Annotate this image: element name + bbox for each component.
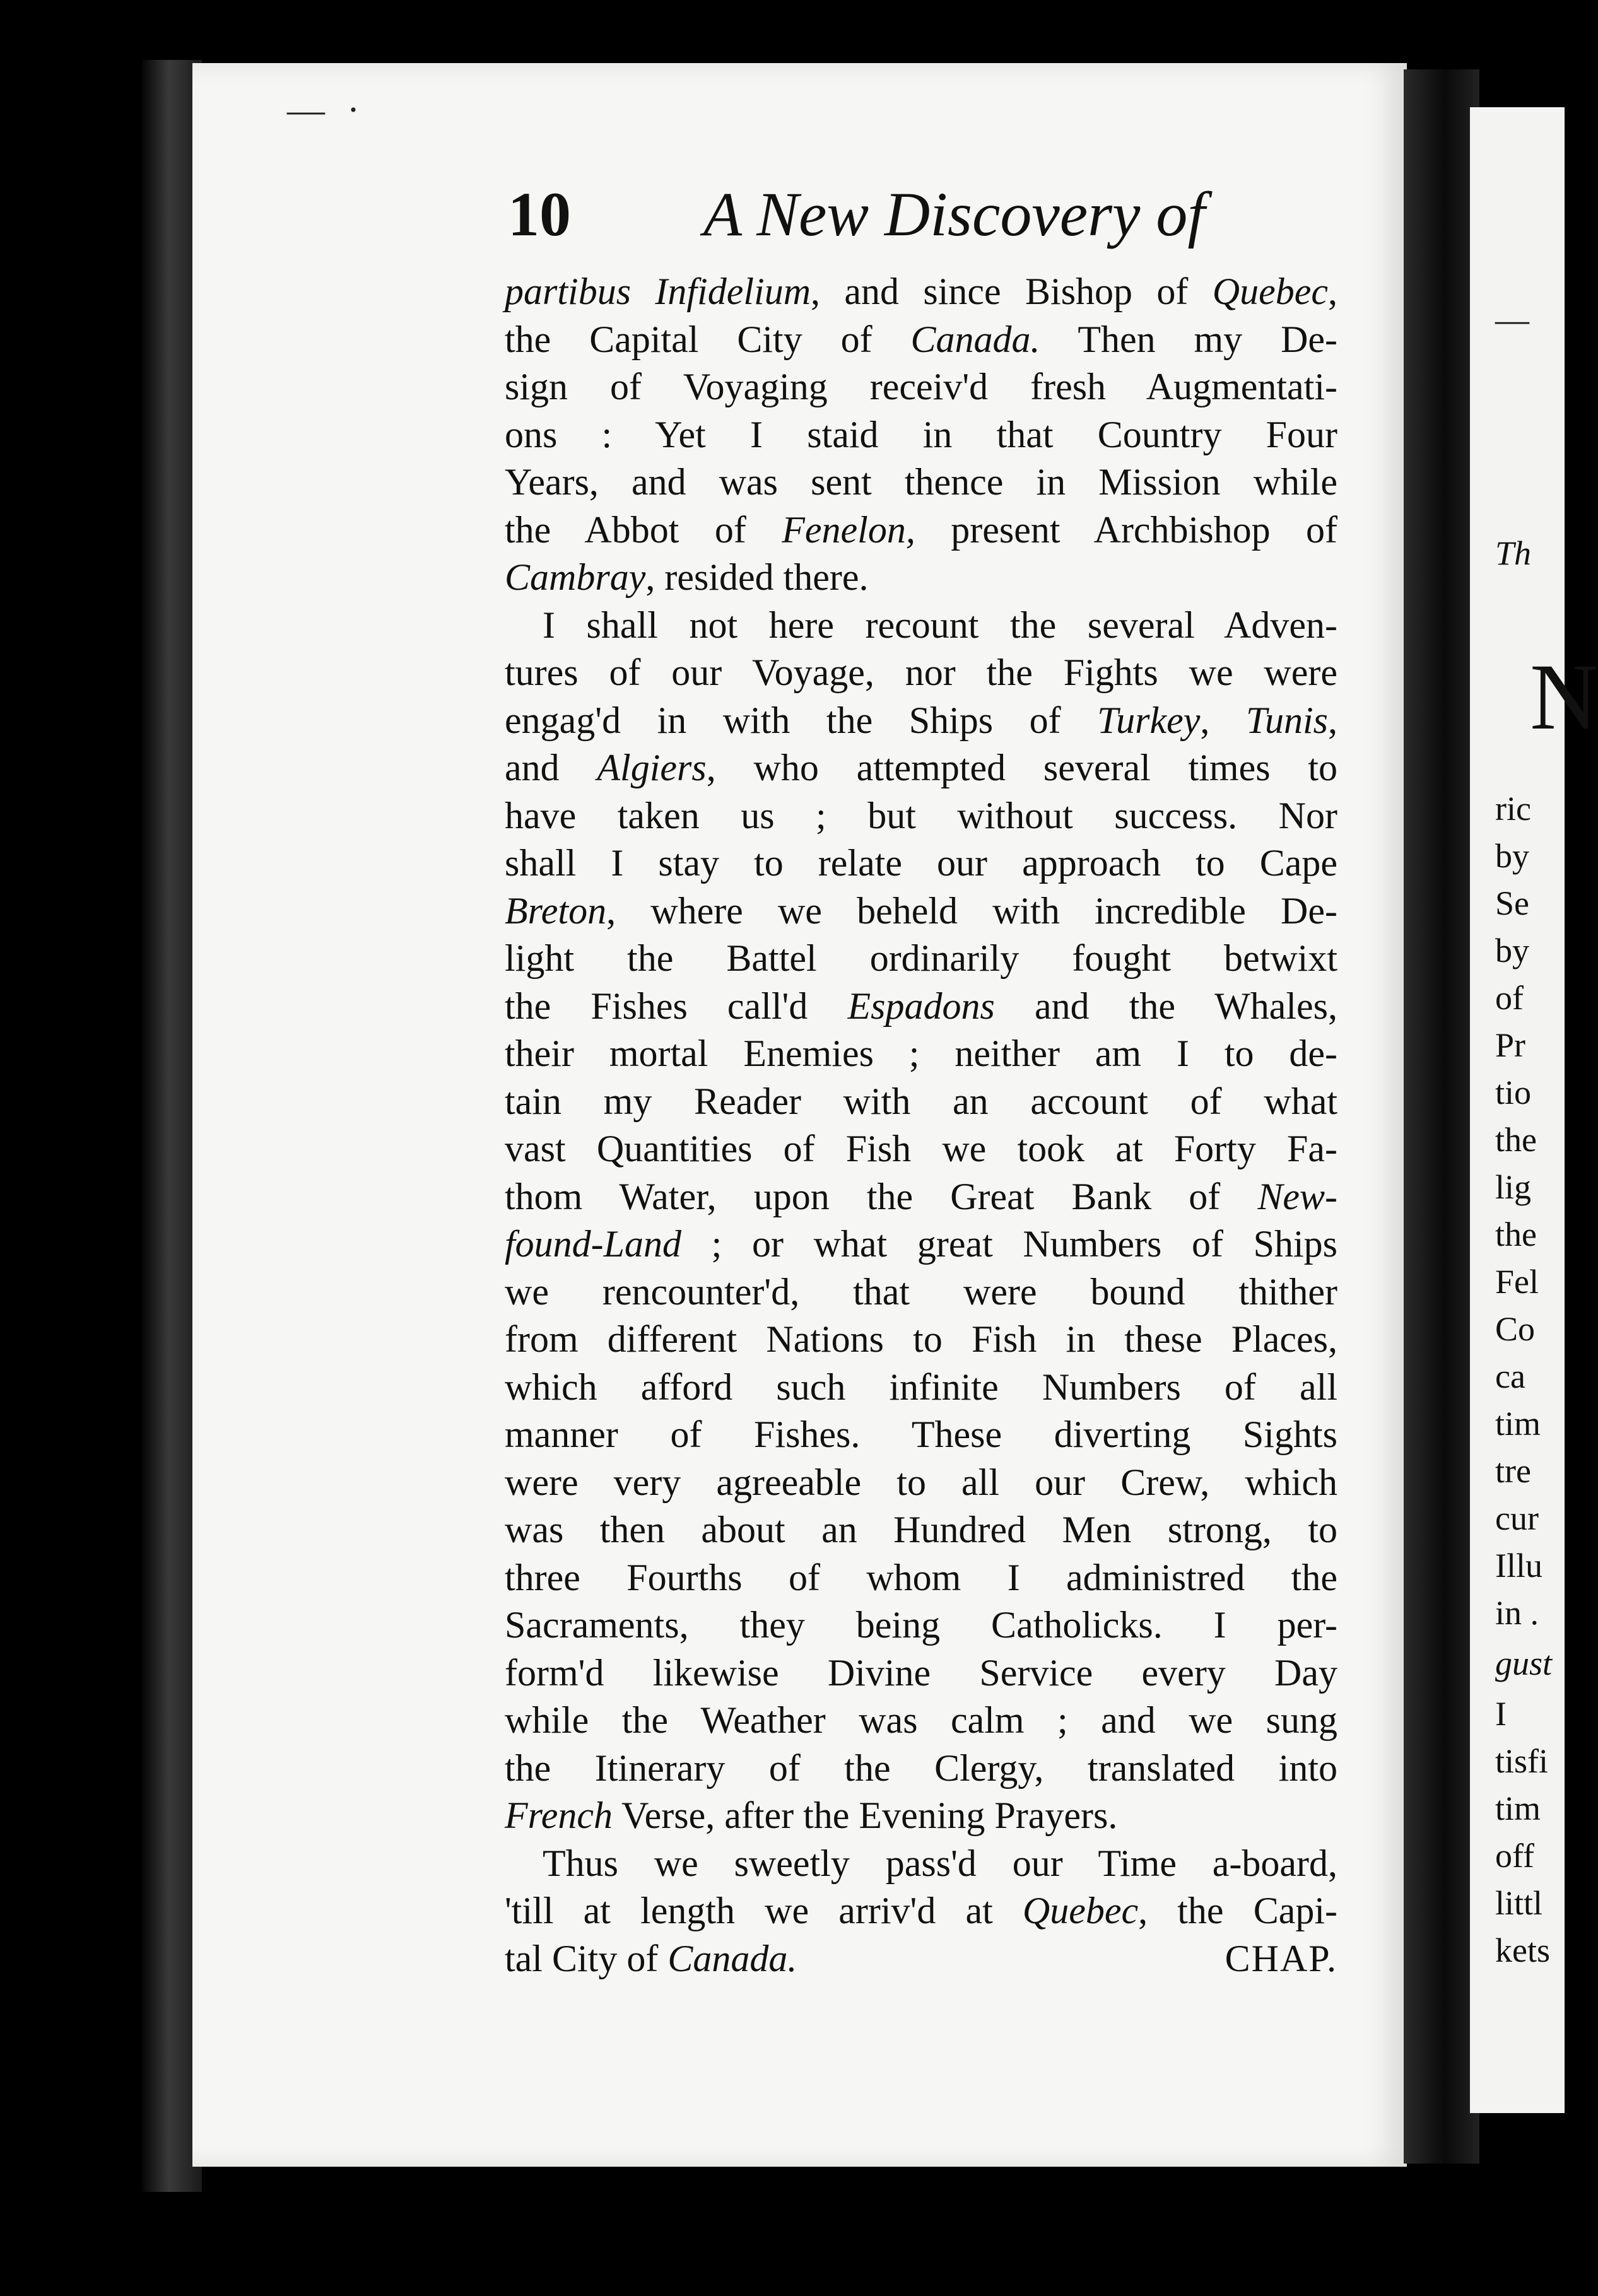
italic-text: Fenelon, bbox=[782, 508, 915, 551]
text-segment: and bbox=[505, 747, 597, 788]
facing-text-fragment: tisfi bbox=[1495, 1742, 1549, 1780]
text-line bbox=[505, 1268, 1337, 1316]
text-segment: and the Whales, bbox=[994, 985, 1337, 1027]
facing-text-fragment: Co bbox=[1495, 1310, 1536, 1348]
text-segment: I shall not here recount the several Adven- bbox=[543, 604, 1337, 646]
text-segment: was then about an Hundred Men strong, to bbox=[505, 1509, 1337, 1550]
text-segment: , bbox=[1328, 699, 1338, 741]
facing-text-fragment: by bbox=[1495, 837, 1529, 875]
facing-text-fragment: the bbox=[1495, 1121, 1537, 1159]
text-line bbox=[505, 744, 1337, 792]
text-segment: sign of Voyaging receiv'd fresh Augmentati- bbox=[505, 366, 1337, 407]
text-segment: tal City of bbox=[505, 1937, 668, 1979]
text-line bbox=[505, 1221, 1337, 1268]
facing-text-fragment: Th bbox=[1495, 534, 1532, 572]
facing-text-fragment: kets bbox=[1495, 1931, 1550, 1969]
italic-text: New- bbox=[1257, 1175, 1337, 1217]
text-line bbox=[505, 1935, 1337, 1983]
text-segment: 'till at length we arriv'd at bbox=[505, 1890, 1023, 1931]
gutter bbox=[1404, 69, 1479, 2164]
text-line bbox=[505, 1459, 1337, 1507]
text-segment: tain my Reader with an account of what bbox=[505, 1080, 1337, 1122]
text-segment: , who attempted several times to bbox=[706, 747, 1337, 788]
drop-cap-fragment: N bbox=[1530, 645, 1598, 749]
text-segment: light the Battel ordinarily fought betwixt bbox=[505, 937, 1337, 979]
text-segment: the Abbot of bbox=[505, 508, 782, 551]
text-segment: , the Capi- bbox=[1138, 1890, 1337, 1931]
page-number: 10 bbox=[508, 179, 571, 249]
italic-text: Breton bbox=[505, 889, 607, 932]
text-segment: from different Nations to Fish in these Places, bbox=[505, 1318, 1337, 1360]
text-line bbox=[505, 1602, 1337, 1649]
text-segment: we rencounter'd, that were bound thither bbox=[505, 1270, 1337, 1313]
text-line bbox=[505, 316, 1337, 364]
text-segment: which afford such infinite Numbers of all bbox=[505, 1366, 1337, 1408]
text-segment: , resided there. bbox=[645, 556, 869, 598]
text-line bbox=[505, 411, 1337, 459]
text-line bbox=[505, 1887, 1337, 1935]
text-segment: were very agreeable to all our Crew, which bbox=[505, 1461, 1337, 1503]
facing-text-fragment: ca bbox=[1495, 1357, 1525, 1395]
text-segment: thom Water, upon the Great Bank of bbox=[505, 1175, 1258, 1217]
text-line bbox=[505, 1173, 1337, 1221]
text-line bbox=[505, 363, 1337, 411]
italic-text: found-Land bbox=[505, 1223, 682, 1265]
text-segment: , and since Bishop of bbox=[811, 271, 1213, 312]
running-head bbox=[508, 167, 1341, 262]
facing-text-fragment: gust bbox=[1495, 1644, 1553, 1682]
text-segment: ; or what great Numbers of Ships bbox=[681, 1223, 1337, 1265]
text-segment: Years, and was sent thence in Mission while bbox=[505, 461, 1337, 503]
text-line bbox=[505, 1745, 1337, 1793]
text-line bbox=[505, 1078, 1337, 1126]
text-line bbox=[505, 697, 1337, 745]
facing-text-fragment: by bbox=[1495, 932, 1529, 969]
facing-text-fragment: littl bbox=[1495, 1884, 1543, 1922]
text-segment: ons : Yet I staid in that Country Four bbox=[505, 413, 1337, 455]
text-segment: form'd likewise Divine Service every Day bbox=[505, 1651, 1337, 1694]
facing-text-fragment: in . bbox=[1495, 1594, 1539, 1632]
text-line bbox=[505, 1506, 1337, 1554]
text-segment: Verse, after the Evening Prayers. bbox=[613, 1795, 1118, 1836]
text-line bbox=[505, 1030, 1337, 1078]
text-line bbox=[505, 1411, 1337, 1459]
text-line bbox=[505, 507, 1337, 554]
text-segment: the Itinerary of the Clergy, translated into bbox=[505, 1747, 1337, 1789]
italic-text: Tunis bbox=[1245, 699, 1329, 741]
text-segment: their mortal Enemies ; neither am I to de- bbox=[505, 1033, 1337, 1074]
text-segment: the Capital City of bbox=[505, 318, 911, 360]
text-line bbox=[505, 1697, 1337, 1745]
text-line bbox=[505, 792, 1337, 840]
italic-text: partibus Infidelium bbox=[505, 271, 811, 312]
top-marks: — · bbox=[287, 89, 366, 131]
text-line bbox=[505, 649, 1337, 697]
text-segment: manner of Fishes. These diverting Sights bbox=[505, 1414, 1337, 1455]
facing-text-fragment: cur bbox=[1495, 1499, 1539, 1537]
facing-text-fragment: off bbox=[1495, 1837, 1534, 1875]
italic-text: French bbox=[505, 1795, 613, 1836]
italic-text: Canada. bbox=[910, 318, 1040, 360]
facing-text-fragment: Pr bbox=[1495, 1026, 1526, 1064]
text-segment: shall I stay to relate our approach to Cape bbox=[505, 842, 1337, 884]
italic-text: Algiers bbox=[597, 747, 707, 788]
text-line bbox=[505, 602, 1337, 650]
body-text bbox=[505, 268, 1337, 1983]
facing-text-fragment: ric bbox=[1495, 790, 1531, 828]
text-segment: , where we beheld with incredible De- bbox=[606, 889, 1337, 932]
text-line bbox=[505, 1649, 1337, 1697]
italic-text: Cambray bbox=[505, 556, 646, 598]
text-segment: Sacraments, they being Catholicks. I per- bbox=[505, 1604, 1337, 1646]
text-line bbox=[505, 268, 1337, 316]
text-line bbox=[505, 1840, 1337, 1888]
italic-text: Canada. bbox=[667, 1937, 797, 1979]
facing-page bbox=[1470, 107, 1598, 2113]
italic-text: Turkey bbox=[1097, 699, 1201, 741]
text-segment: Thus we sweetly pass'd our Time a-board, bbox=[543, 1842, 1337, 1884]
text-segment: present Archbishop of bbox=[915, 508, 1337, 551]
text-line bbox=[505, 983, 1337, 1031]
text-segment: three Fourths of whom I administred the bbox=[505, 1556, 1337, 1598]
facing-text-fragment: tim bbox=[1495, 1789, 1541, 1827]
facing-text-fragment: tio bbox=[1495, 1074, 1532, 1111]
text-segment: engag'd in with the Ships of bbox=[505, 699, 1098, 741]
running-title: A New Discovery of bbox=[703, 179, 1206, 249]
text-line bbox=[505, 1125, 1337, 1173]
italic-text: Espadons bbox=[847, 985, 995, 1027]
facing-text-fragment: Illu bbox=[1495, 1547, 1542, 1584]
text-line bbox=[505, 887, 1337, 935]
facing-text-fragment: tim bbox=[1495, 1405, 1541, 1443]
facing-text-fragment: Fel bbox=[1495, 1263, 1539, 1301]
facing-text-fragment: Se bbox=[1495, 884, 1529, 922]
text-line bbox=[505, 840, 1337, 887]
text-segment: have taken us ; but without success. Nor bbox=[505, 794, 1337, 836]
text-line bbox=[505, 459, 1337, 507]
text-segment: , bbox=[1328, 271, 1337, 312]
text-line bbox=[505, 554, 1337, 602]
facing-text-fragment: I bbox=[1495, 1695, 1507, 1733]
text-line bbox=[505, 1316, 1337, 1364]
facing-text-fragment: of bbox=[1495, 979, 1524, 1017]
text-line bbox=[505, 1364, 1337, 1412]
text-segment: vast Quantities of Fish we took at Forty Fa- bbox=[505, 1128, 1337, 1169]
text-segment: tures of our Voyage, nor the Fights we were bbox=[505, 652, 1337, 693]
facing-text-fragment: — bbox=[1495, 301, 1529, 339]
facing-text-fragment: tre bbox=[1495, 1452, 1531, 1490]
text-line bbox=[505, 1554, 1337, 1602]
italic-text: Quebec bbox=[1022, 1890, 1139, 1931]
text-line bbox=[505, 1792, 1337, 1840]
text-segment: the Fishes call'd bbox=[505, 985, 848, 1027]
facing-text-fragment: the bbox=[1495, 1215, 1537, 1253]
italic-text: Quebec bbox=[1212, 271, 1328, 312]
text-segment: while the Weather was calm ; and we sung bbox=[505, 1699, 1337, 1741]
facing-text-fragment: lig bbox=[1495, 1168, 1532, 1206]
text-segment: , bbox=[1200, 699, 1246, 741]
text-segment: Then my De- bbox=[1040, 318, 1338, 360]
catchword: CHAP. bbox=[1225, 1937, 1337, 1979]
text-line bbox=[505, 935, 1337, 983]
